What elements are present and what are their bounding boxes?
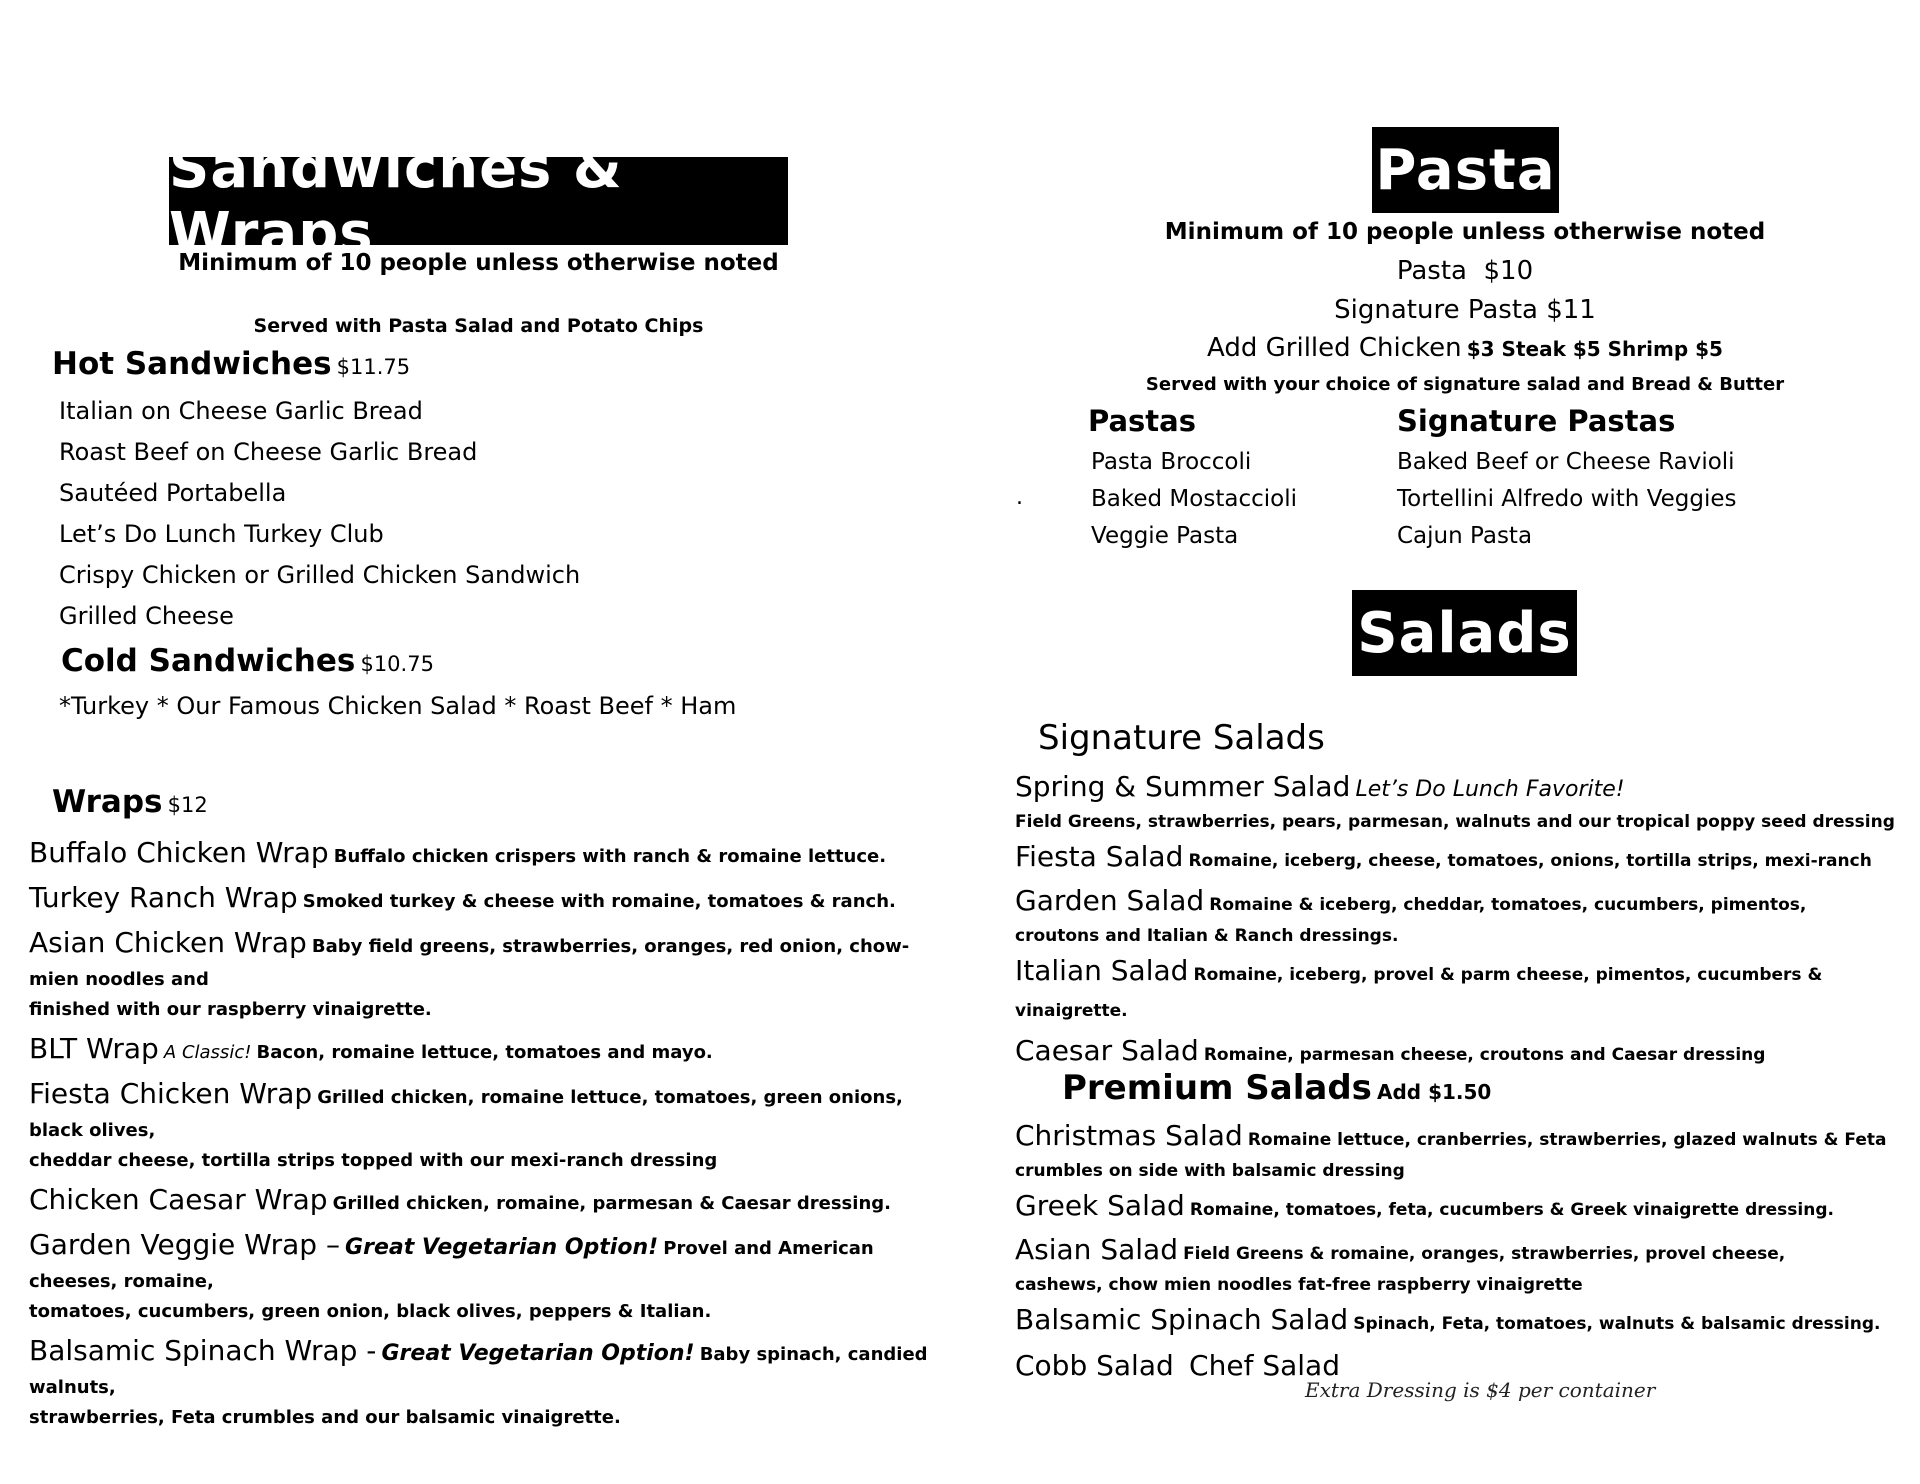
- salad-name: Garden Salad: [1015, 884, 1205, 917]
- hot-sandwiches-price: $11.75: [336, 355, 411, 379]
- pasta-addon-main: Add Grilled Chicken: [1207, 333, 1462, 363]
- pastas-heading: Pastas: [1088, 404, 1196, 438]
- salad-name: Caesar Salad: [1015, 1034, 1199, 1067]
- list-item: Italian on Cheese Garlic Bread: [59, 397, 423, 425]
- pasta-addon-line: [1065, 333, 1865, 363]
- chef-salad: Chef Salad: [1189, 1349, 1340, 1382]
- list-item: [1015, 1188, 1895, 1228]
- pasta-addon-rest: $3 Steak $5 Shrimp $5: [1466, 337, 1723, 361]
- list-item: [29, 1077, 959, 1175]
- wrap-desc-continued: cheddar cheese, tortilla strips topped with our mexi-ranch dressing: [29, 1150, 718, 1171]
- wrap-name: Fiesta Chicken Wrap: [29, 1077, 313, 1110]
- salad-name: Spring & Summer Salad: [1015, 770, 1351, 803]
- hot-sandwiches-list: [59, 391, 580, 637]
- signature-salads-list: [1015, 769, 1895, 1077]
- list-item: [1015, 839, 1895, 879]
- salad-name: Balsamic Spinach Salad: [1015, 1303, 1349, 1336]
- list-item: [29, 836, 959, 873]
- list-item: Pasta Broccoli: [1091, 449, 1252, 475]
- list-item: [1015, 953, 1895, 1029]
- salad-desc: Field Greens & romaine, oranges, strawberries, provel cheese,: [1183, 1244, 1786, 1264]
- pasta-price-line: Pasta $10: [1396, 256, 1534, 286]
- list-item: Let’s Do Lunch Turkey Club: [59, 520, 384, 548]
- wraps-price: $12: [167, 793, 208, 817]
- wrap-desc: Grilled chicken, romaine lettuce, tomatoes, green onions, black olives,: [29, 1087, 903, 1141]
- salad-desc: Romaine, iceberg, cheese, tomatoes, onions, tortilla strips, mexi-ranch: [1188, 851, 1872, 871]
- premium-salads-list: [1015, 1118, 1895, 1390]
- salads-banner: [1352, 590, 1577, 676]
- list-item: Grilled Cheese: [59, 602, 234, 630]
- list-item: [1015, 1232, 1895, 1298]
- cold-sandwiches-heading: [61, 643, 434, 679]
- cold-sandwiches-items: *Turkey * Our Famous Chicken Salad * Roast Beef * Ham: [59, 692, 737, 720]
- left-served-note: Served with Pasta Salad and Potato Chips: [253, 315, 704, 337]
- wrap-desc: Smoked turkey & cheese with romaine, tomatoes & ranch.: [302, 891, 896, 912]
- wrap-name: Garden Veggie Wrap –: [29, 1228, 340, 1261]
- cold-sandwiches-title: Cold Sandwiches: [61, 643, 356, 679]
- wrap-note: Great Vegetarian Option!: [345, 1235, 659, 1260]
- list-item: [29, 926, 959, 1024]
- list-item: [1015, 1033, 1895, 1073]
- wrap-note: A Classic!: [163, 1042, 252, 1063]
- salad-desc: Romaine, iceberg, provel & parm cheese, pimentos, cucumbers & vinaigrette.: [1015, 965, 1823, 1021]
- salad-desc: Field Greens, strawberries, pears, parmesan, walnuts and our tropical poppy seed dressing: [1015, 812, 1895, 832]
- salad-name: Fiesta Salad: [1015, 840, 1184, 873]
- list-item: Veggie Pasta: [1091, 523, 1239, 549]
- wrap-desc: Buffalo chicken crispers with ranch & romaine lettuce.: [333, 846, 887, 867]
- pasta-title: Pasta: [1375, 137, 1556, 203]
- extra-dressing-note: Extra Dressing is $4 per container: [1305, 1378, 1656, 1402]
- salad-note: Let’s Do Lunch Favorite!: [1355, 777, 1625, 802]
- wrap-desc-continued: tomatoes, cucumbers, green onion, black olives, peppers & Italian.: [29, 1301, 712, 1322]
- list-item: Baked Beef or Cheese Ravioli: [1397, 449, 1735, 475]
- salad-name: Asian Salad: [1015, 1233, 1178, 1266]
- salad-name: Greek Salad: [1015, 1189, 1185, 1222]
- wrap-desc-continued: strawberries, Feta crumbles and our balsamic vinaigrette.: [29, 1407, 621, 1428]
- cold-sandwiches-price: $10.75: [360, 652, 434, 676]
- list-item: [1015, 1302, 1895, 1342]
- wrap-desc: Provel and American cheeses, romaine,: [29, 1238, 874, 1292]
- wrap-name: Buffalo Chicken Wrap: [29, 836, 329, 869]
- premium-salads-title: Premium Salads: [1062, 1068, 1372, 1108]
- wrap-name: BLT Wrap: [29, 1032, 159, 1065]
- salad-desc-continued: croutons and Italian & Ranch dressings.: [1015, 926, 1399, 946]
- list-item: Tortellini Alfredo with Veggies: [1397, 486, 1737, 512]
- list-item: Roast Beef on Cheese Garlic Bread: [59, 438, 478, 466]
- wrap-name: Chicken Caesar Wrap: [29, 1183, 328, 1216]
- list-item: [29, 1334, 959, 1432]
- left-minimum-note: Minimum of 10 people unless otherwise noted: [178, 250, 779, 276]
- signature-pasta-price-line: Signature Pasta $11: [1334, 295, 1596, 325]
- hot-sandwiches-title: Hot Sandwiches: [52, 346, 332, 382]
- list-item: Sautéed Portabella: [59, 479, 287, 507]
- salad-desc-continued: crumbles on side with balsamic dressing: [1015, 1161, 1405, 1181]
- list-item: [29, 1228, 959, 1326]
- salad-desc: Spinach, Feta, tomatoes, walnuts & balsamic dressing.: [1353, 1314, 1881, 1334]
- wrap-name: Balsamic Spinach Wrap -: [29, 1334, 377, 1367]
- list-item: Baked Mostaccioli: [1091, 486, 1297, 512]
- wrap-desc: Baby spinach, candied walnuts,: [29, 1344, 928, 1398]
- wraps-heading: [52, 784, 208, 820]
- cobb-salad: Cobb Salad: [1015, 1349, 1174, 1382]
- list-item: [29, 881, 959, 918]
- pasta-bullet: .: [1016, 485, 1023, 510]
- list-item: [1015, 883, 1895, 949]
- list-item: Cajun Pasta: [1397, 523, 1533, 549]
- salads-title: Salads: [1357, 600, 1572, 666]
- signature-pastas-heading: Signature Pastas: [1397, 404, 1676, 438]
- signature-salads-heading: Signature Salads: [1038, 718, 1325, 758]
- wrap-desc: Bacon, romaine lettuce, tomatoes and mayo.: [256, 1042, 713, 1063]
- salad-name: Italian Salad: [1015, 954, 1189, 987]
- pasta-minimum-note: Minimum of 10 people unless otherwise noted: [1164, 219, 1766, 245]
- list-item: [29, 1032, 959, 1069]
- premium-salads-price: Add $1.50: [1377, 1080, 1492, 1104]
- salad-desc: Romaine lettuce, cranberries, strawberries, glazed walnuts & Feta: [1247, 1130, 1887, 1150]
- wraps-title: Wraps: [52, 784, 163, 820]
- wrap-desc-continued: finished with our raspberry vinaigrette.: [29, 999, 432, 1020]
- wrap-name: Turkey Ranch Wrap: [29, 881, 298, 914]
- list-item: [1015, 769, 1895, 835]
- wraps-list: [29, 836, 959, 1440]
- wrap-desc: Grilled chicken, romaine, parmesan & Caesar dressing.: [332, 1193, 891, 1214]
- sandwiches-wraps-title: Sandwiches & Wraps: [169, 136, 623, 266]
- wrap-desc: Baby field greens, strawberries, oranges, red onion, chow-mien noodles and: [29, 936, 910, 990]
- wrap-note: Great Vegetarian Option!: [381, 1341, 695, 1366]
- list-item: Crispy Chicken or Grilled Chicken Sandwich: [59, 561, 581, 589]
- signature-pastas-column: [1397, 404, 1737, 555]
- wrap-name: Asian Chicken Wrap: [29, 926, 307, 959]
- salad-name: Christmas Salad: [1015, 1119, 1243, 1152]
- salad-desc: Romaine, tomatoes, feta, cucumbers & Greek vinaigrette dressing.: [1189, 1200, 1834, 1220]
- salad-desc-continued: cashews, chow mien noodles fat-free raspberry vinaigrette: [1015, 1275, 1583, 1295]
- salad-desc: Romaine & iceberg, cheddar, tomatoes, cucumbers, pimentos,: [1209, 895, 1807, 915]
- pastas-column: [1088, 404, 1297, 555]
- hot-sandwiches-heading: [52, 346, 410, 382]
- premium-salads-heading: [1062, 1068, 1491, 1108]
- pasta-banner: [1372, 127, 1559, 213]
- list-item: [1015, 1118, 1895, 1184]
- salad-desc: Romaine, parmesan cheese, croutons and Caesar dressing: [1203, 1045, 1766, 1065]
- list-item: [29, 1183, 959, 1220]
- pasta-served-note: Served with your choice of signature salad and Bread & Butter: [1145, 374, 1785, 395]
